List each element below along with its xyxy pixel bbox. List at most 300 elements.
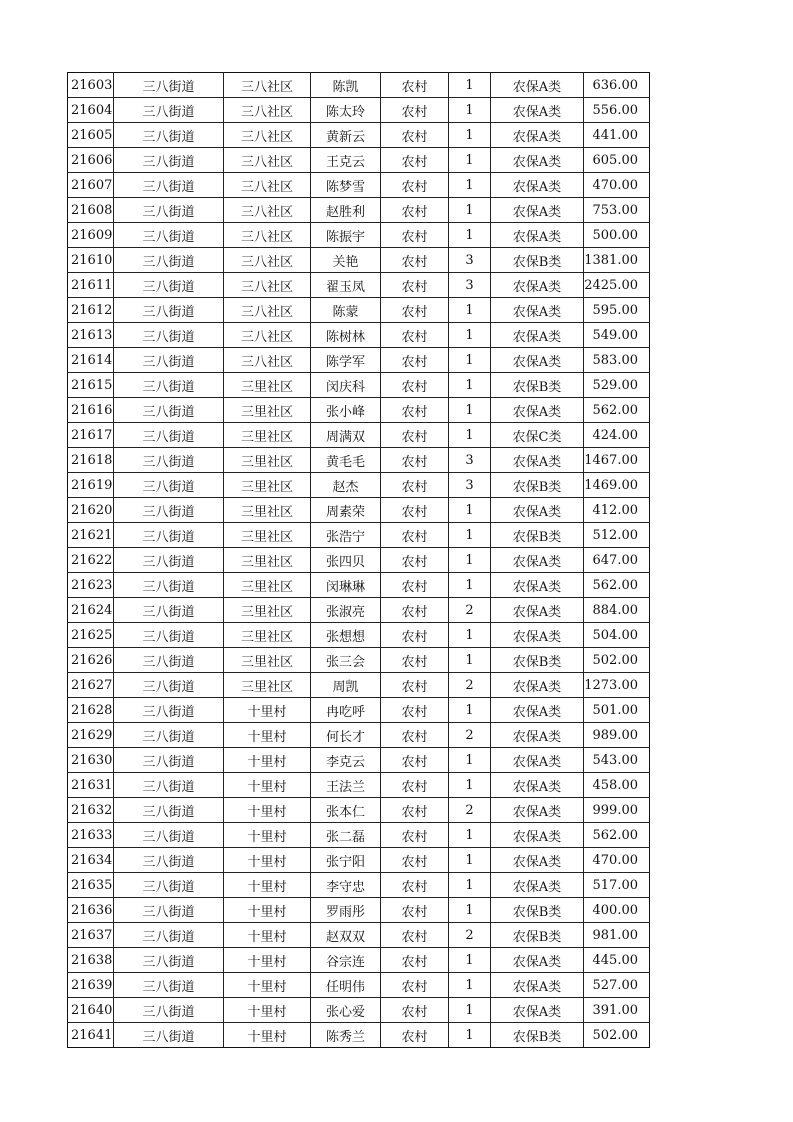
street-cell: 三八街道: [114, 823, 224, 848]
household-type-cell: 农村: [381, 898, 449, 923]
amount-cell: 562.00: [584, 398, 650, 423]
record-id-cell: 21603: [68, 73, 114, 98]
table-row: [68, 648, 650, 673]
insurance-category-cell: 农保A类: [491, 673, 584, 698]
household-type-cell: 农村: [381, 273, 449, 298]
amount-cell: 412.00: [584, 498, 650, 523]
amount-cell: 529.00: [584, 373, 650, 398]
household-size-cell: 2: [449, 673, 491, 698]
table-row: [68, 198, 650, 223]
street-cell: 三八街道: [114, 623, 224, 648]
name-cell: 张宁阳: [311, 848, 381, 873]
record-id-cell: 21606: [68, 148, 114, 173]
community-cell: 十里村: [224, 848, 311, 873]
name-cell: 张浩宁: [311, 523, 381, 548]
household-type-cell: 农村: [381, 73, 449, 98]
community-cell: 三里社区: [224, 623, 311, 648]
name-cell: 陈太玲: [311, 98, 381, 123]
table-row: [68, 448, 650, 473]
name-cell: 张三会: [311, 648, 381, 673]
record-id-cell: 21610: [68, 248, 114, 273]
table-row: [68, 273, 650, 298]
amount-cell: 400.00: [584, 898, 650, 923]
table-row: [68, 98, 650, 123]
amount-cell: 424.00: [584, 423, 650, 448]
household-size-cell: 1: [449, 398, 491, 423]
household-type-cell: 农村: [381, 848, 449, 873]
name-cell: 闵庆科: [311, 373, 381, 398]
community-cell: 十里村: [224, 1023, 311, 1048]
community-cell: 十里村: [224, 748, 311, 773]
community-cell: 十里村: [224, 973, 311, 998]
table-row: [68, 773, 650, 798]
table-row: [68, 873, 650, 898]
amount-cell: 517.00: [584, 873, 650, 898]
table-row: [68, 548, 650, 573]
community-cell: 十里村: [224, 698, 311, 723]
table-row: [68, 598, 650, 623]
amount-cell: 1467.00: [584, 448, 650, 473]
record-id-cell: 21630: [68, 748, 114, 773]
amount-cell: 527.00: [584, 973, 650, 998]
amount-cell: 2425.00: [584, 273, 650, 298]
street-cell: 三八街道: [114, 548, 224, 573]
household-size-cell: 1: [449, 948, 491, 973]
household-type-cell: 农村: [381, 98, 449, 123]
amount-cell: 583.00: [584, 348, 650, 373]
table-row: [68, 998, 650, 1023]
community-cell: 三里社区: [224, 373, 311, 398]
household-type-cell: 农村: [381, 448, 449, 473]
household-size-cell: 1: [449, 873, 491, 898]
household-type-cell: 农村: [381, 348, 449, 373]
amount-cell: 562.00: [584, 573, 650, 598]
household-type-cell: 农村: [381, 823, 449, 848]
community-cell: 三八社区: [224, 148, 311, 173]
insurance-category-cell: 农保A类: [491, 273, 584, 298]
household-size-cell: 1: [449, 223, 491, 248]
household-type-cell: 农村: [381, 748, 449, 773]
table-row: [68, 148, 650, 173]
community-cell: 三八社区: [224, 198, 311, 223]
household-type-cell: 农村: [381, 398, 449, 423]
insurance-category-cell: 农保A类: [491, 348, 584, 373]
household-size-cell: 3: [449, 473, 491, 498]
record-id-cell: 21612: [68, 298, 114, 323]
table-row: [68, 823, 650, 848]
record-id-cell: 21615: [68, 373, 114, 398]
street-cell: 三八街道: [114, 273, 224, 298]
household-size-cell: 1: [449, 173, 491, 198]
insurance-category-cell: 农保B类: [491, 523, 584, 548]
community-cell: 三八社区: [224, 348, 311, 373]
amount-cell: 470.00: [584, 173, 650, 198]
table-row: [68, 673, 650, 698]
record-id-cell: 21628: [68, 698, 114, 723]
household-type-cell: 农村: [381, 198, 449, 223]
table-row: [68, 973, 650, 998]
street-cell: 三八街道: [114, 398, 224, 423]
name-cell: 关艳: [311, 248, 381, 273]
record-id-cell: 21623: [68, 573, 114, 598]
household-size-cell: 1: [449, 498, 491, 523]
household-type-cell: 农村: [381, 798, 449, 823]
table-row: [68, 423, 650, 448]
record-id-cell: 21640: [68, 998, 114, 1023]
record-id-cell: 21605: [68, 123, 114, 148]
household-size-cell: 1: [449, 1023, 491, 1048]
street-cell: 三八街道: [114, 923, 224, 948]
street-cell: 三八街道: [114, 1023, 224, 1048]
street-cell: 三八街道: [114, 248, 224, 273]
household-type-cell: 农村: [381, 648, 449, 673]
street-cell: 三八街道: [114, 748, 224, 773]
record-id-cell: 21634: [68, 848, 114, 873]
insurance-category-cell: 农保A类: [491, 873, 584, 898]
household-size-cell: 2: [449, 598, 491, 623]
community-cell: 三里社区: [224, 423, 311, 448]
insurance-category-cell: 农保A类: [491, 198, 584, 223]
record-id-cell: 21620: [68, 498, 114, 523]
insurance-category-cell: 农保A类: [491, 598, 584, 623]
community-cell: 三八社区: [224, 173, 311, 198]
insurance-category-cell: 农保A类: [491, 73, 584, 98]
household-size-cell: 2: [449, 923, 491, 948]
household-type-cell: 农村: [381, 173, 449, 198]
record-id-cell: 21629: [68, 723, 114, 748]
community-cell: 三里社区: [224, 598, 311, 623]
name-cell: 赵双双: [311, 923, 381, 948]
household-type-cell: 农村: [381, 248, 449, 273]
record-id-cell: 21624: [68, 598, 114, 623]
name-cell: 何长才: [311, 723, 381, 748]
household-size-cell: 1: [449, 573, 491, 598]
name-cell: 任明伟: [311, 973, 381, 998]
table-body: [68, 73, 650, 1048]
street-cell: 三八街道: [114, 298, 224, 323]
record-id-cell: 21626: [68, 648, 114, 673]
name-cell: 陈秀兰: [311, 1023, 381, 1048]
table-row: [68, 248, 650, 273]
table-row: [68, 748, 650, 773]
insurance-category-cell: 农保A类: [491, 848, 584, 873]
insurance-category-cell: 农保A类: [491, 948, 584, 973]
table-row: [68, 898, 650, 923]
community-cell: 三八社区: [224, 98, 311, 123]
amount-cell: 391.00: [584, 998, 650, 1023]
record-id-cell: 21608: [68, 198, 114, 223]
community-cell: 十里村: [224, 823, 311, 848]
insurance-category-cell: 农保A类: [491, 798, 584, 823]
community-cell: 十里村: [224, 948, 311, 973]
insurance-category-cell: 农保A类: [491, 548, 584, 573]
name-cell: 周素荣: [311, 498, 381, 523]
community-cell: 十里村: [224, 898, 311, 923]
name-cell: 黄毛毛: [311, 448, 381, 473]
insurance-category-cell: 农保A类: [491, 773, 584, 798]
amount-cell: 595.00: [584, 298, 650, 323]
household-size-cell: 1: [449, 898, 491, 923]
community-cell: 三八社区: [224, 248, 311, 273]
household-type-cell: 农村: [381, 123, 449, 148]
community-cell: 三里社区: [224, 523, 311, 548]
insurance-category-cell: 农保B类: [491, 648, 584, 673]
record-id-cell: 21616: [68, 398, 114, 423]
name-cell: 陈树林: [311, 323, 381, 348]
amount-cell: 543.00: [584, 748, 650, 773]
street-cell: 三八街道: [114, 323, 224, 348]
street-cell: 三八街道: [114, 198, 224, 223]
household-size-cell: 1: [449, 523, 491, 548]
record-id-cell: 21607: [68, 173, 114, 198]
amount-cell: 999.00: [584, 798, 650, 823]
household-size-cell: 3: [449, 273, 491, 298]
community-cell: 十里村: [224, 798, 311, 823]
amount-cell: 1469.00: [584, 473, 650, 498]
insurance-category-cell: 农保B类: [491, 923, 584, 948]
community-cell: 十里村: [224, 923, 311, 948]
insurance-category-cell: 农保A类: [491, 448, 584, 473]
household-type-cell: 农村: [381, 373, 449, 398]
household-size-cell: 1: [449, 773, 491, 798]
insurance-category-cell: 农保A类: [491, 148, 584, 173]
street-cell: 三八街道: [114, 448, 224, 473]
insurance-category-cell: 农保A类: [491, 623, 584, 648]
table-row: [68, 723, 650, 748]
community-cell: 三里社区: [224, 398, 311, 423]
street-cell: 三八街道: [114, 848, 224, 873]
community-cell: 三八社区: [224, 73, 311, 98]
record-id-cell: 21636: [68, 898, 114, 923]
name-cell: 张二磊: [311, 823, 381, 848]
household-type-cell: 农村: [381, 673, 449, 698]
insurance-category-cell: 农保A类: [491, 123, 584, 148]
table-row: [68, 348, 650, 373]
insurance-category-cell: 农保B类: [491, 473, 584, 498]
amount-cell: 753.00: [584, 198, 650, 223]
household-type-cell: 农村: [381, 948, 449, 973]
household-size-cell: 1: [449, 973, 491, 998]
name-cell: 罗雨彤: [311, 898, 381, 923]
name-cell: 闵琳琳: [311, 573, 381, 598]
community-cell: 十里村: [224, 998, 311, 1023]
household-type-cell: 农村: [381, 548, 449, 573]
record-id-cell: 21621: [68, 523, 114, 548]
table-row: [68, 923, 650, 948]
name-cell: 张四贝: [311, 548, 381, 573]
household-size-cell: 1: [449, 548, 491, 573]
record-id-cell: 21618: [68, 448, 114, 473]
household-type-cell: 农村: [381, 523, 449, 548]
street-cell: 三八街道: [114, 73, 224, 98]
name-cell: 黄新云: [311, 123, 381, 148]
household-size-cell: 3: [449, 248, 491, 273]
table-row: [68, 473, 650, 498]
household-size-cell: 1: [449, 123, 491, 148]
community-cell: 三里社区: [224, 673, 311, 698]
household-size-cell: 1: [449, 848, 491, 873]
table-row: [68, 123, 650, 148]
insurance-category-cell: 农保C类: [491, 423, 584, 448]
insurance-category-cell: 农保B类: [491, 1023, 584, 1048]
household-type-cell: 农村: [381, 873, 449, 898]
name-cell: 赵胜利: [311, 198, 381, 223]
insurance-category-cell: 农保B类: [491, 373, 584, 398]
household-type-cell: 农村: [381, 973, 449, 998]
insurance-category-cell: 农保A类: [491, 223, 584, 248]
amount-cell: 647.00: [584, 548, 650, 573]
street-cell: 三八街道: [114, 973, 224, 998]
street-cell: 三八街道: [114, 98, 224, 123]
amount-cell: 562.00: [584, 823, 650, 848]
record-id-cell: 21609: [68, 223, 114, 248]
record-id-cell: 21613: [68, 323, 114, 348]
name-cell: 王法兰: [311, 773, 381, 798]
street-cell: 三八街道: [114, 723, 224, 748]
community-cell: 十里村: [224, 773, 311, 798]
street-cell: 三八街道: [114, 123, 224, 148]
household-size-cell: 1: [449, 198, 491, 223]
amount-cell: 501.00: [584, 698, 650, 723]
name-cell: 张小峰: [311, 398, 381, 423]
street-cell: 三八街道: [114, 873, 224, 898]
table-row: [68, 573, 650, 598]
table-row: [68, 373, 650, 398]
amount-cell: 500.00: [584, 223, 650, 248]
street-cell: 三八街道: [114, 798, 224, 823]
table-row: [68, 848, 650, 873]
amount-cell: 1381.00: [584, 248, 650, 273]
insurance-category-cell: 农保A类: [491, 723, 584, 748]
amount-cell: 556.00: [584, 98, 650, 123]
name-cell: 陈凯: [311, 73, 381, 98]
name-cell: 陈振宇: [311, 223, 381, 248]
street-cell: 三八街道: [114, 573, 224, 598]
community-cell: 三八社区: [224, 223, 311, 248]
street-cell: 三八街道: [114, 223, 224, 248]
household-size-cell: 3: [449, 448, 491, 473]
household-size-cell: 1: [449, 648, 491, 673]
record-id-cell: 21625: [68, 623, 114, 648]
household-size-cell: 2: [449, 798, 491, 823]
community-cell: 三里社区: [224, 498, 311, 523]
amount-cell: 502.00: [584, 648, 650, 673]
insurance-category-cell: 农保A类: [491, 823, 584, 848]
name-cell: 翟玉凤: [311, 273, 381, 298]
name-cell: 赵杰: [311, 473, 381, 498]
insurance-category-cell: 农保A类: [491, 698, 584, 723]
street-cell: 三八街道: [114, 523, 224, 548]
table-row: [68, 948, 650, 973]
household-size-cell: 1: [449, 698, 491, 723]
record-id-cell: 21637: [68, 923, 114, 948]
insurance-category-cell: 农保A类: [491, 98, 584, 123]
amount-cell: 605.00: [584, 148, 650, 173]
household-size-cell: 1: [449, 73, 491, 98]
table-row: [68, 698, 650, 723]
record-id-cell: 21631: [68, 773, 114, 798]
table-row: [68, 173, 650, 198]
community-cell: 三里社区: [224, 448, 311, 473]
table-row: [68, 73, 650, 98]
insurance-category-cell: 农保A类: [491, 998, 584, 1023]
street-cell: 三八街道: [114, 148, 224, 173]
household-type-cell: 农村: [381, 473, 449, 498]
insurance-category-cell: 农保A类: [491, 573, 584, 598]
record-id-cell: 21638: [68, 948, 114, 973]
amount-cell: 549.00: [584, 323, 650, 348]
amount-cell: 989.00: [584, 723, 650, 748]
record-id-cell: 21622: [68, 548, 114, 573]
insurance-category-cell: 农保B类: [491, 898, 584, 923]
household-type-cell: 农村: [381, 423, 449, 448]
household-type-cell: 农村: [381, 998, 449, 1023]
household-type-cell: 农村: [381, 298, 449, 323]
table-row: [68, 623, 650, 648]
community-cell: 十里村: [224, 723, 311, 748]
record-id-cell: 21633: [68, 823, 114, 848]
name-cell: 张心爱: [311, 998, 381, 1023]
insurance-category-cell: 农保A类: [491, 173, 584, 198]
name-cell: 周满双: [311, 423, 381, 448]
community-cell: 三八社区: [224, 273, 311, 298]
name-cell: 李克云: [311, 748, 381, 773]
record-id-cell: 21632: [68, 798, 114, 823]
household-size-cell: 1: [449, 348, 491, 373]
name-cell: 张淑亮: [311, 598, 381, 623]
street-cell: 三八街道: [114, 598, 224, 623]
record-id-cell: 21627: [68, 673, 114, 698]
household-size-cell: 1: [449, 373, 491, 398]
street-cell: 三八街道: [114, 498, 224, 523]
record-id-cell: 21617: [68, 423, 114, 448]
name-cell: 陈蒙: [311, 298, 381, 323]
household-type-cell: 农村: [381, 698, 449, 723]
community-cell: 三里社区: [224, 648, 311, 673]
insurance-category-cell: 农保A类: [491, 973, 584, 998]
record-id-cell: 21614: [68, 348, 114, 373]
household-size-cell: 1: [449, 298, 491, 323]
street-cell: 三八街道: [114, 473, 224, 498]
household-type-cell: 农村: [381, 573, 449, 598]
community-cell: 三里社区: [224, 548, 311, 573]
household-size-cell: 2: [449, 723, 491, 748]
insurance-category-cell: 农保A类: [491, 748, 584, 773]
household-size-cell: 1: [449, 998, 491, 1023]
household-size-cell: 1: [449, 623, 491, 648]
table-row: [68, 1023, 650, 1048]
insurance-category-cell: 农保A类: [491, 398, 584, 423]
amount-cell: 981.00: [584, 923, 650, 948]
community-cell: 三里社区: [224, 573, 311, 598]
community-cell: 三八社区: [224, 298, 311, 323]
household-size-cell: 1: [449, 748, 491, 773]
street-cell: 三八街道: [114, 773, 224, 798]
street-cell: 三八街道: [114, 348, 224, 373]
insurance-category-cell: 农保B类: [491, 248, 584, 273]
amount-cell: 636.00: [584, 73, 650, 98]
amount-cell: 1273.00: [584, 673, 650, 698]
street-cell: 三八街道: [114, 698, 224, 723]
amount-cell: 512.00: [584, 523, 650, 548]
household-type-cell: 农村: [381, 148, 449, 173]
amount-cell: 504.00: [584, 623, 650, 648]
amount-cell: 458.00: [584, 773, 650, 798]
record-id-cell: 21611: [68, 273, 114, 298]
record-id-cell: 21635: [68, 873, 114, 898]
household-type-cell: 农村: [381, 323, 449, 348]
name-cell: 张想想: [311, 623, 381, 648]
